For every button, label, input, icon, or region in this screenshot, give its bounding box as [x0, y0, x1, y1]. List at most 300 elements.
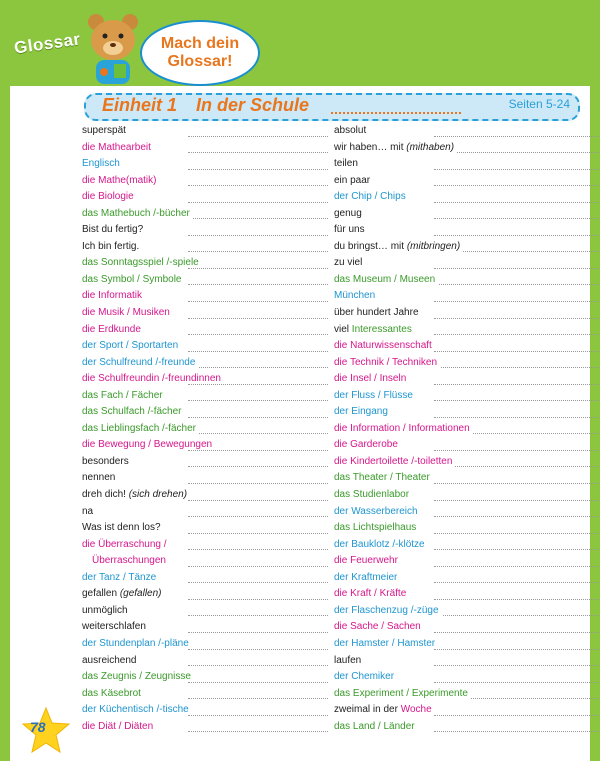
glossary-entry: [334, 189, 584, 206]
glossary-entry: [82, 222, 332, 239]
entry-text: [334, 721, 418, 732]
entry-text: [334, 456, 455, 467]
unit-title: In der Schule: [196, 95, 310, 115]
entry-text: [334, 307, 422, 318]
entry-text: [334, 572, 400, 583]
entry-text: [82, 721, 156, 732]
answer-line[interactable]: [188, 152, 328, 153]
entry-segment: zweimal in der: [334, 704, 401, 716]
glossary-entry: [334, 470, 584, 487]
entry-segment: der Chemiker: [334, 671, 395, 683]
answer-line[interactable]: [434, 284, 600, 285]
entry-text: [334, 489, 412, 500]
entry-segment: gefallen: [82, 588, 120, 600]
bear-mascot-icon: [84, 10, 142, 90]
entry-segment: ein paar: [334, 174, 371, 186]
answer-line[interactable]: [434, 417, 600, 418]
glossary-entry: [334, 586, 584, 603]
page-range: Seiten 5-24: [508, 97, 570, 111]
glossary-entry: [82, 686, 332, 703]
entry-segment: der Chip /: [334, 191, 378, 203]
entry-segment: teilen: [334, 158, 358, 170]
answer-line[interactable]: [434, 218, 600, 219]
glossary-entry: [334, 636, 584, 653]
entry-segment: die Sache /: [334, 621, 385, 633]
answer-line[interactable]: [188, 731, 328, 732]
page-number: 78: [30, 719, 46, 735]
entry-text: [82, 340, 181, 351]
entry-segment: über hundert Jahre: [334, 307, 419, 319]
entry-text: [334, 423, 473, 434]
entry-text: [334, 406, 391, 417]
glossary-entry: [82, 123, 332, 140]
answer-line[interactable]: [188, 665, 328, 666]
entry-segment: Museen: [396, 273, 436, 285]
answer-line[interactable]: [188, 682, 328, 683]
entry-segment: der Wasserbereich: [334, 505, 418, 517]
glossary-entry: [334, 437, 584, 454]
entry-segment: Interessantes: [351, 323, 412, 335]
answer-line[interactable]: [188, 549, 328, 550]
entry-segment: die Informatik: [82, 290, 143, 302]
glossary-entry: [334, 288, 584, 305]
entry-segment: das Symbol /: [82, 273, 140, 285]
entry-segment: zu viel: [334, 257, 363, 269]
glossary-entry: [82, 619, 332, 636]
entry-text: [82, 522, 164, 533]
answer-line[interactable]: [434, 367, 600, 368]
answer-line[interactable]: [188, 400, 328, 401]
entry-segment: die Naturwissenschaft: [334, 340, 432, 352]
answer-line[interactable]: [434, 549, 600, 550]
glossary-entry: [334, 504, 584, 521]
answer-line[interactable]: [188, 235, 328, 236]
glossary-entry: [82, 156, 332, 173]
entry-segment: die Erdkunde: [82, 323, 141, 335]
glossary-entry: [82, 140, 332, 157]
entry-segment: Informationen: [405, 422, 470, 434]
answer-line[interactable]: [188, 533, 328, 534]
entry-text: [334, 125, 369, 136]
entry-segment: das Sonntagsspiel /: [82, 257, 170, 269]
entry-text: [334, 655, 364, 666]
glossary-entry: [334, 338, 584, 355]
bubble-line-1: Mach dein: [160, 35, 240, 52]
answer-line[interactable]: [188, 169, 328, 170]
glossary-entry: [334, 619, 584, 636]
entry-text: [82, 605, 131, 616]
entry-segment: Länder: [380, 720, 415, 732]
glossary-entry: [82, 702, 332, 719]
entry-segment: Flüsse: [380, 389, 413, 401]
glossary-entry: [334, 487, 584, 504]
glossary-entry: [82, 388, 332, 405]
entry-segment: die Feuerwehr: [334, 555, 398, 567]
entry-segment: die Bewegung /: [82, 439, 151, 451]
answer-line[interactable]: [188, 649, 328, 650]
answer-line[interactable]: [434, 533, 600, 534]
answer-line[interactable]: [434, 169, 600, 170]
entry-text: [82, 158, 123, 169]
answer-line[interactable]: [188, 500, 328, 501]
entry-text: [334, 638, 438, 649]
entry-text: [82, 224, 146, 235]
entry-segment: -spiele: [169, 257, 199, 269]
answer-line[interactable]: [434, 202, 600, 203]
answer-line[interactable]: [434, 334, 600, 335]
entry-segment: Diäten: [121, 720, 154, 732]
entry-segment: Sachen: [384, 621, 421, 633]
entry-text: [82, 390, 166, 401]
glossary-entry: [82, 371, 332, 388]
answer-line[interactable]: [188, 582, 328, 583]
glossary-entry: [334, 404, 584, 421]
glossary-entry: [82, 470, 332, 487]
answer-line[interactable]: [434, 715, 600, 716]
entry-segment: Englisch: [82, 158, 120, 170]
entry-segment: Chips: [377, 191, 406, 203]
glossary-entry: [334, 520, 584, 537]
entry-text: [82, 456, 132, 467]
glossary-entry: [334, 454, 584, 471]
entry-segment: die Kraft /: [334, 588, 377, 600]
answer-line[interactable]: [188, 466, 328, 467]
glossary-entry: [82, 454, 332, 471]
answer-line[interactable]: [434, 483, 600, 484]
answer-line[interactable]: [188, 185, 328, 186]
glossary-entry: [82, 173, 332, 190]
answer-line[interactable]: [434, 152, 600, 153]
entry-segment: Techniken: [389, 356, 438, 368]
answer-line[interactable]: [188, 715, 328, 716]
answer-line[interactable]: [434, 665, 600, 666]
entry-segment: der Stundenplan /: [82, 637, 161, 649]
entry-text: [334, 555, 401, 566]
entry-segment: Überraschungen: [92, 555, 166, 567]
entry-text: [334, 472, 433, 483]
entry-text: [334, 688, 471, 699]
entry-text: [82, 241, 142, 252]
answer-line[interactable]: [434, 450, 600, 451]
answer-line[interactable]: [434, 500, 600, 501]
entry-text: [82, 472, 118, 483]
glossary-entry: [82, 487, 332, 504]
entry-text: [334, 373, 409, 384]
entry-segment: Kräfte: [376, 588, 407, 600]
entry-segment: Bist du fertig?: [82, 224, 144, 236]
answer-line[interactable]: [434, 318, 600, 319]
glossary-entry: [82, 636, 332, 653]
entry-segment: Woche: [400, 704, 432, 716]
answer-line[interactable]: [188, 566, 328, 567]
entry-segment: besonders: [82, 455, 129, 467]
entry-segment: -toiletten: [414, 455, 453, 467]
answer-line[interactable]: [434, 351, 600, 352]
entry-text: [334, 257, 365, 268]
answer-line[interactable]: [434, 632, 600, 633]
entry-text: [82, 621, 149, 632]
entry-text: [334, 191, 409, 202]
answer-line[interactable]: [434, 400, 600, 401]
answer-line[interactable]: [434, 599, 600, 600]
glossary-entry: [82, 421, 332, 438]
entry-text: [334, 208, 365, 219]
glossary-entry: [334, 140, 584, 157]
entry-segment: Inseln: [376, 373, 407, 385]
entry-text: [82, 373, 224, 384]
entry-text: [334, 439, 401, 450]
entry-segment: Fächer: [128, 389, 163, 401]
entry-segment: -freunde: [158, 356, 196, 368]
entry-segment: (mitbringen): [406, 240, 461, 252]
entry-segment: Experimente: [409, 687, 468, 699]
answer-line[interactable]: [434, 466, 600, 467]
bubble-line-2: Glossar!: [167, 53, 233, 70]
entry-text: [334, 671, 397, 682]
answer-line[interactable]: [434, 582, 600, 583]
answer-line[interactable]: [188, 615, 328, 616]
entry-segment: (sich drehen): [128, 489, 188, 501]
entry-segment: München: [334, 290, 376, 302]
glossary-entry: [334, 669, 584, 686]
answer-line[interactable]: [434, 268, 600, 269]
answer-line[interactable]: [434, 566, 600, 567]
answer-line[interactable]: [188, 417, 328, 418]
entry-segment: die Mathearbeit: [82, 141, 151, 153]
entry-segment: -züge: [413, 604, 439, 616]
entry-text: [334, 290, 378, 301]
entry-text: [334, 324, 415, 335]
entry-segment: unmöglich: [82, 604, 128, 616]
glossary-entry: [82, 288, 332, 305]
entry-text: [334, 241, 463, 252]
glossary-entry: [334, 686, 584, 703]
entry-text: [334, 704, 435, 715]
entry-text: [82, 357, 198, 368]
glossary-entry: [334, 305, 584, 322]
glossary-entry: [82, 653, 332, 670]
entry-segment: das Fach /: [82, 389, 129, 401]
entry-segment: der Eingang: [334, 406, 388, 418]
glossary-entry: [334, 653, 584, 670]
entry-text: [82, 555, 169, 566]
glossary-entry: [334, 355, 584, 372]
glossary-entry: [334, 255, 584, 272]
answer-line[interactable]: [188, 334, 328, 335]
answer-line[interactable]: [188, 202, 328, 203]
answer-line[interactable]: [188, 599, 328, 600]
glossary-entry: [82, 322, 332, 339]
glossary-entry: [334, 421, 584, 438]
glossary-entry: [82, 255, 332, 272]
entry-text: [82, 572, 159, 583]
entry-segment: weiterschlafen: [82, 621, 146, 633]
entry-segment: der Schulfreund /: [82, 356, 159, 368]
glossary-entry: [334, 603, 584, 620]
glossary-entry: [334, 173, 584, 190]
entry-text: [82, 638, 192, 649]
speech-bubble: [140, 20, 260, 86]
glossary-entry: [334, 239, 584, 256]
entry-segment: die Biologie: [82, 191, 134, 203]
answer-line[interactable]: [188, 483, 328, 484]
entry-text: [334, 142, 457, 153]
entry-segment: Theater: [392, 472, 430, 484]
left-column: [82, 123, 332, 735]
answer-line[interactable]: [434, 185, 600, 186]
glossary-entry: [82, 719, 332, 736]
entry-text: [334, 274, 438, 285]
answer-line[interactable]: [434, 649, 600, 650]
entry-text: [334, 588, 409, 599]
entry-segment: der Sport /: [82, 340, 129, 352]
right-column: [334, 123, 584, 735]
entry-text: [82, 704, 192, 715]
entry-segment: das Zeugnis /: [82, 671, 143, 683]
answer-line[interactable]: [188, 351, 328, 352]
answer-line[interactable]: [188, 268, 328, 269]
entry-segment: die Mathe(matik): [82, 174, 157, 186]
entry-segment: viel: [334, 323, 352, 335]
answer-line[interactable]: [188, 433, 328, 434]
answer-line[interactable]: [188, 516, 328, 517]
star-icon: [20, 706, 72, 754]
entry-segment: die Insel /: [334, 373, 377, 385]
entry-segment: -freundinnen: [164, 373, 221, 385]
entry-segment: Bewegungen: [150, 439, 213, 451]
entry-text: [82, 208, 193, 219]
answer-line[interactable]: [188, 218, 328, 219]
answer-line[interactable]: [188, 367, 328, 368]
glossary-entry: [82, 603, 332, 620]
entry-segment: Hamster: [394, 637, 436, 649]
entry-text: [82, 506, 96, 517]
glossary-entry: [82, 669, 332, 686]
answer-line[interactable]: [434, 682, 600, 683]
entry-text: [334, 224, 368, 235]
glossary-entry: [334, 702, 584, 719]
entry-text: [82, 125, 129, 136]
entry-segment: die Kindertoilette /: [334, 455, 415, 467]
glossary-entry: [82, 338, 332, 355]
entry-segment: der Küchentisch /: [82, 704, 160, 716]
answer-line[interactable]: [188, 318, 328, 319]
entry-segment: das Schulfach /: [82, 406, 151, 418]
answer-line[interactable]: [188, 632, 328, 633]
entry-segment: -fächer: [164, 422, 196, 434]
glossary-entry: [82, 437, 332, 454]
entry-segment: die Schulfreundin /: [82, 373, 165, 385]
answer-line[interactable]: [188, 284, 328, 285]
entry-text: [82, 423, 199, 434]
entry-text: [82, 655, 139, 666]
entry-segment: das Experiment /: [334, 687, 410, 699]
entry-segment: -fächer: [150, 406, 182, 418]
entry-text: [82, 191, 137, 202]
entry-text: [334, 506, 421, 517]
entry-text: [82, 688, 144, 699]
answer-line[interactable]: [434, 136, 600, 137]
answer-line[interactable]: [188, 251, 328, 252]
glossary-entry: [334, 322, 584, 339]
entry-segment: der Kraftmeier: [334, 571, 398, 583]
answer-line[interactable]: [434, 615, 600, 616]
entry-segment: du bringst… mit: [334, 240, 407, 252]
entry-segment: für uns: [334, 224, 365, 236]
answer-line[interactable]: [434, 516, 600, 517]
entry-segment: die Diät /: [82, 720, 122, 732]
entry-segment: das Lichtspielhaus: [334, 522, 417, 534]
entry-segment: Sportarten: [128, 340, 179, 352]
glossary-entry: [82, 586, 332, 603]
glossary-entry: [334, 570, 584, 587]
entry-text: [82, 274, 185, 285]
entry-text: [334, 340, 435, 351]
entry-text: [334, 158, 361, 169]
entry-segment: Zeugnisse: [142, 671, 191, 683]
answer-line[interactable]: [188, 301, 328, 302]
entry-segment: die Technik /: [334, 356, 390, 368]
entry-text: [82, 671, 194, 682]
entry-segment: superspät: [82, 125, 126, 136]
entry-segment: genug: [334, 207, 362, 219]
entry-text: [82, 406, 185, 417]
entry-segment: der Fluss /: [334, 389, 381, 401]
answer-line[interactable]: [188, 698, 328, 699]
answer-line[interactable]: [188, 136, 328, 137]
answer-line[interactable]: [434, 301, 600, 302]
section-tab: Glossar: [12, 29, 82, 58]
entry-text: [334, 605, 442, 616]
entry-segment: das Museum /: [334, 273, 397, 285]
glossary-entry: [82, 553, 332, 570]
glossary-entry: [82, 404, 332, 421]
glossary-entry: [334, 222, 584, 239]
entry-segment: absolut: [334, 125, 367, 136]
entry-segment: wir haben… mit: [334, 141, 407, 153]
entry-text: [82, 257, 202, 268]
glossary-entry: [82, 537, 332, 554]
entry-text: [82, 588, 165, 599]
glossary-entry: [82, 355, 332, 372]
entry-text: [334, 390, 416, 401]
entry-segment: das Käsebrot: [82, 687, 141, 699]
entry-segment: der Flaschenzug /: [334, 604, 414, 616]
entry-text: [82, 539, 170, 550]
entry-segment: Ich bin fertig.: [82, 240, 140, 252]
entry-text: [82, 324, 144, 335]
left-border: [0, 86, 10, 761]
entry-text: [334, 522, 419, 533]
entry-segment: Tänze: [125, 571, 157, 583]
entry-segment: das Mathebuch /: [82, 207, 156, 219]
entry-text: [82, 489, 190, 500]
glossary-entry: [82, 239, 332, 256]
glossary-entry: [334, 388, 584, 405]
entry-segment: (gefallen): [119, 588, 162, 600]
unit-title-dots: [331, 112, 461, 114]
entry-segment: -bücher: [155, 207, 190, 219]
glossary-entry: [334, 206, 584, 223]
answer-line[interactable]: [434, 731, 600, 732]
entry-segment: Symbole: [139, 273, 182, 285]
answer-line[interactable]: [434, 235, 600, 236]
entry-text: [334, 539, 428, 550]
entry-text: [334, 621, 424, 632]
entry-segment: die Information /: [334, 422, 406, 434]
answer-line[interactable]: [434, 384, 600, 385]
entry-segment: das Land /: [334, 720, 381, 732]
